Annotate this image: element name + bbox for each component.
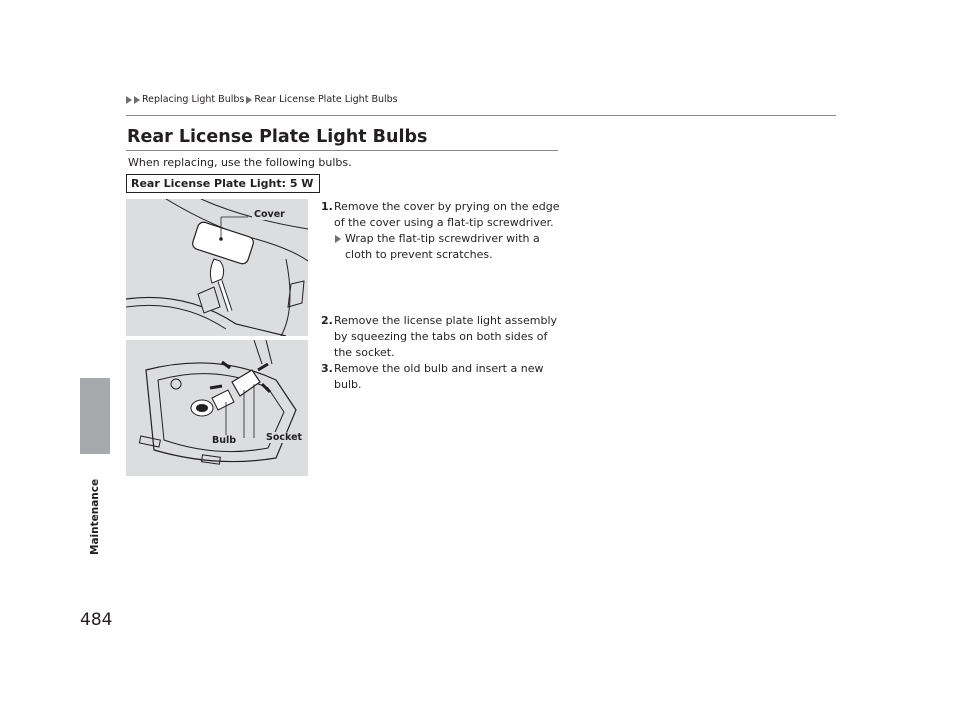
- breadcrumb-item-replacing-light-bulbs[interactable]: Replacing Light Bulbs: [142, 94, 245, 105]
- breadcrumb-item-rear-license-plate-light-bulbs[interactable]: Rear License Plate Light Bulbs: [254, 94, 398, 105]
- step-text: Remove the license plate light assembly by squeezing the tabs on both sides of the socket.: [334, 314, 558, 359]
- intro-text: When replacing, use the following bulbs.: [128, 156, 352, 169]
- step-number: 1.: [321, 200, 333, 213]
- note-text: Wrap the flat-tip screwdriver with a cloth to prevent scratches.: [345, 232, 540, 261]
- title-divider: [126, 150, 558, 151]
- breadcrumb-arrow-icon: [134, 96, 140, 104]
- breadcrumb-arrow-icon: [126, 96, 132, 104]
- instruction-steps: [321, 199, 561, 393]
- page-number: 484: [80, 610, 113, 630]
- note-arrow-icon: [335, 235, 341, 243]
- step-number: 3.: [321, 362, 333, 375]
- socket-callout: Socket: [266, 432, 303, 443]
- step-number: 2.: [321, 314, 333, 327]
- figure-socket-removal: [126, 340, 308, 476]
- page-title: Rear License Plate Light Bulbs: [127, 127, 428, 147]
- step-3: [321, 361, 561, 393]
- bulb-callout: Bulb: [212, 435, 237, 446]
- header-divider: [126, 115, 836, 116]
- step-text: Remove the old bulb and insert a new bulb.: [334, 362, 544, 391]
- section-tab: [80, 378, 110, 454]
- breadcrumb-arrow-icon: [246, 96, 252, 104]
- step-text: Remove the cover by prying on the edge of the cover using a flat-tip screwdriver.: [334, 200, 560, 229]
- bulb-spec-box: Rear License Plate Light: 5 W: [126, 174, 320, 193]
- step-1-note: [321, 231, 561, 263]
- figure-cover-removal: [126, 199, 308, 336]
- cover-callout: Cover: [254, 209, 285, 220]
- step-2: [321, 313, 561, 361]
- section-label: Maintenance: [89, 478, 101, 555]
- breadcrumb: [126, 94, 398, 105]
- step-1: [321, 199, 561, 231]
- socket-removal-illustration: [126, 340, 308, 476]
